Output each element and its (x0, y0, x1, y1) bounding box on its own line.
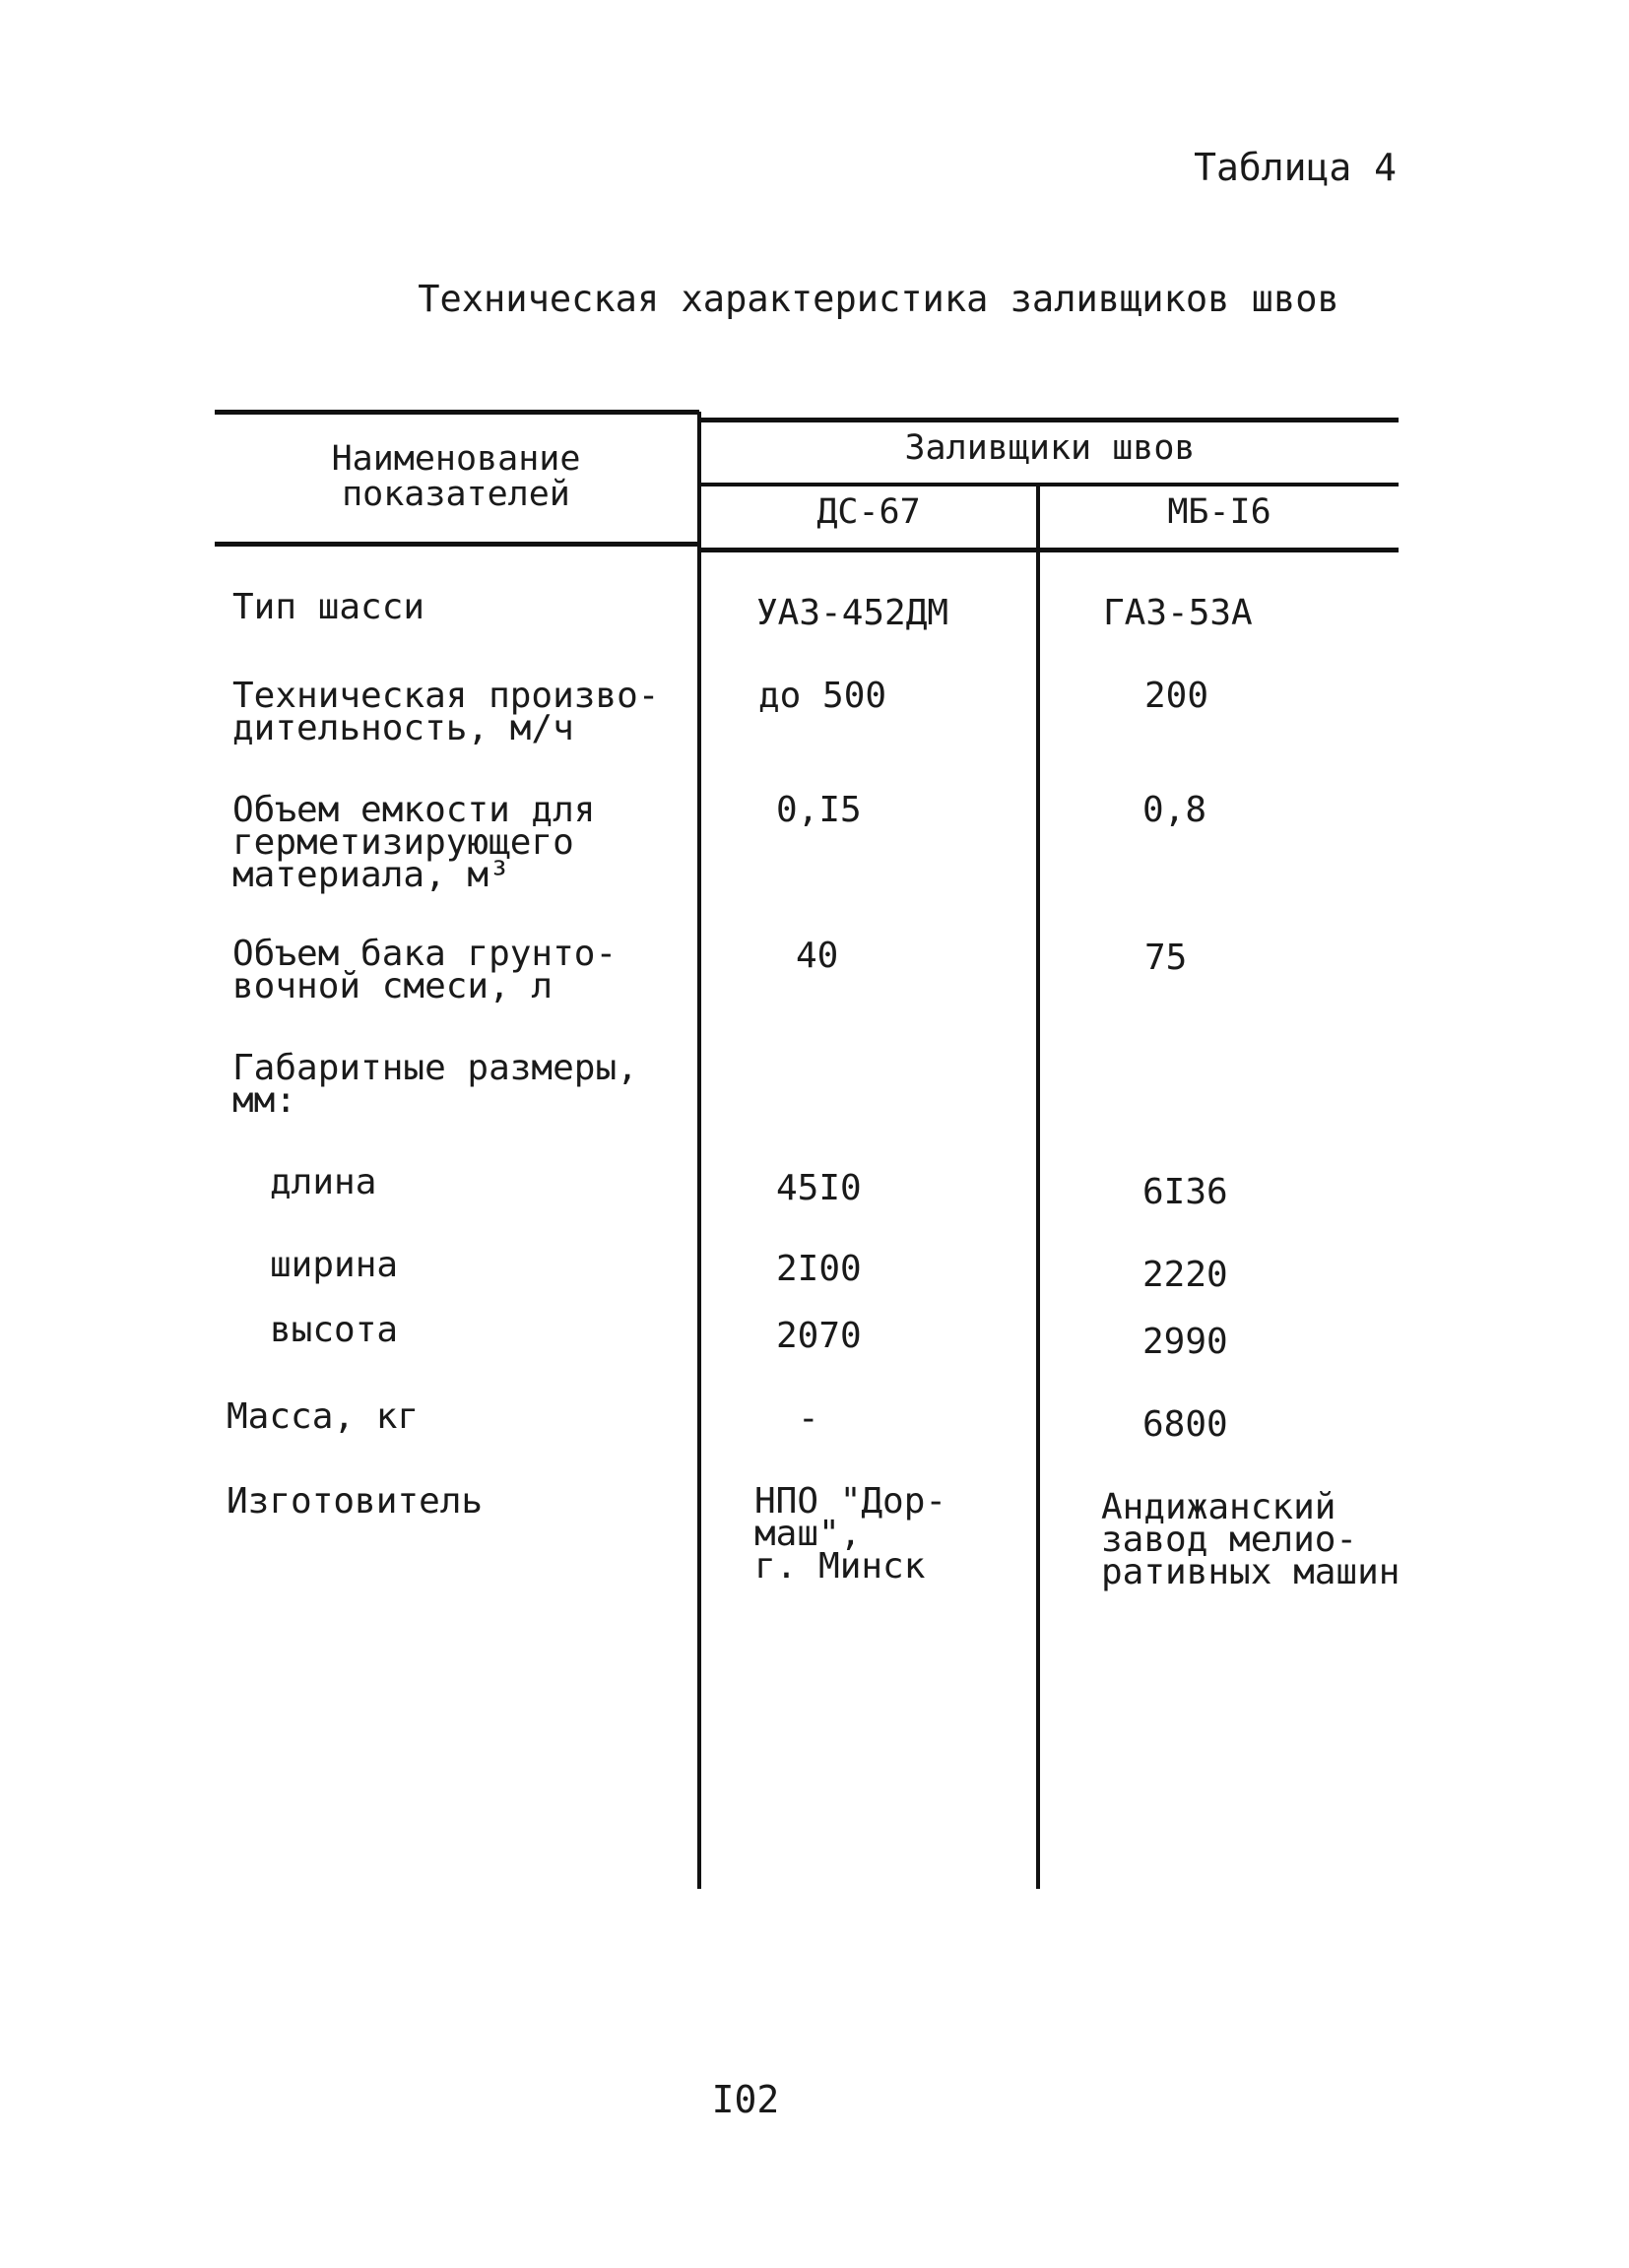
row-sealant-volume-param: Объем емкости для герметизирующего материала, м³ (232, 790, 596, 895)
header-bottom-rule-right (699, 548, 1399, 552)
row-mass-param: Масса, кг (227, 1396, 420, 1437)
row-productivity-ds67: до 500 (758, 676, 887, 716)
table-top-rule-left (215, 410, 699, 415)
header-col-ds67: ДС-67 (816, 492, 921, 532)
row-primer-tank-mb16: 75 (1144, 938, 1188, 978)
row-primer-tank-ds67: 40 (796, 936, 839, 976)
row-dimensions-param: Габаритные размеры, мм: (232, 1048, 638, 1121)
table-title: Техническая характеристика заливщиков швов (418, 278, 1339, 320)
row-sealant-volume-mb16: 0,8 (1142, 790, 1207, 830)
row-length-param: длина (270, 1162, 377, 1202)
row-productivity-param: Техническая произво- дительность, м/ч (232, 676, 660, 748)
row-height-ds67: 2070 (776, 1316, 862, 1356)
row-manufacturer-param: Изготовитель (227, 1481, 484, 1522)
row-productivity-mb16: 200 (1144, 676, 1209, 716)
row-length-ds67: 45I0 (776, 1168, 862, 1208)
header-group: Заливщики швов (904, 428, 1196, 468)
row-manufacturer-ds67: НПО "Дор- маш", г. Минск (754, 1481, 947, 1587)
row-primer-tank-param: Объем бака грунто- вочной смеси, л (232, 934, 618, 1006)
header-col-mb16: МБ-I6 (1167, 492, 1271, 532)
header-parameter: Наименование показателей (331, 439, 581, 514)
row-length-mb16: 6I36 (1142, 1172, 1228, 1212)
row-width-param: ширина (270, 1245, 399, 1285)
header-bottom-rule-left (215, 542, 699, 547)
column-divider-2 (1036, 485, 1040, 1889)
row-height-mb16: 2990 (1142, 1322, 1228, 1362)
row-manufacturer-mb16: Андижанский завод мелио- ративных машин (1101, 1487, 1401, 1592)
row-chassis-mb16: ГАЗ-53А (1103, 593, 1253, 633)
row-width-mb16: 2220 (1142, 1255, 1228, 1295)
row-width-ds67: 2I00 (776, 1249, 862, 1289)
table-label: Таблица 4 (1194, 146, 1397, 189)
column-divider-1 (697, 412, 701, 1889)
row-chassis-ds67: УАЗ-452ДМ (756, 593, 949, 633)
page-number: I02 (711, 2078, 780, 2121)
group-header-rule (699, 483, 1399, 486)
row-mass-ds67: - (798, 1398, 819, 1439)
row-mass-mb16: 6800 (1142, 1404, 1228, 1445)
table-top-rule-right (699, 418, 1399, 422)
row-chassis-param: Тип шасси (232, 587, 425, 627)
row-height-param: высота (270, 1310, 399, 1350)
row-sealant-volume-ds67: 0,I5 (776, 790, 862, 830)
